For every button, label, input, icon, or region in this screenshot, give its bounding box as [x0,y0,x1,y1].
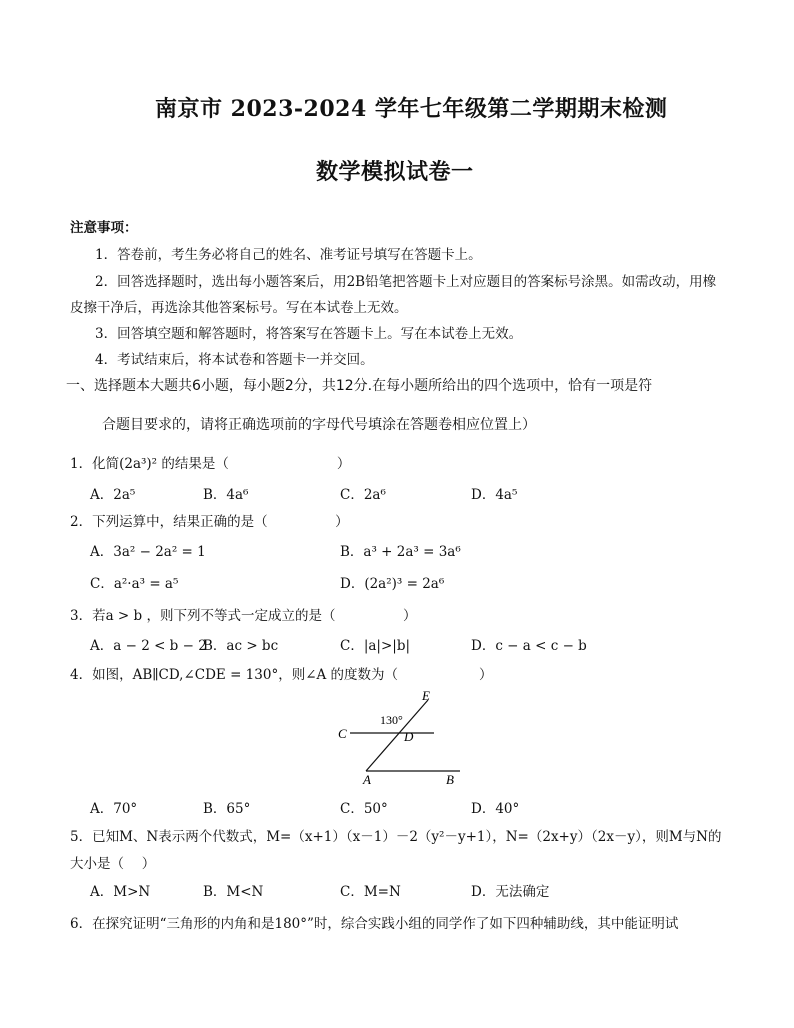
exam-title: 南京市 2023-2024 学年七年级第二学期期末检测 [155,96,668,122]
option-d: D．40° [471,801,520,817]
option-c: C．2a⁶ [340,487,386,503]
option-b: B．a³ + 2a³ = 3a⁶ [340,544,461,560]
option-d: D．c − a < c − b [471,638,587,654]
label-c: C [338,726,347,741]
question-stem: 5．已知M、N表示两个代数式，M=（x+1）（x－1）－2（y²－y+1），N=（2x+y）（2x－y），则M与N的 [70,829,722,845]
option-a: A．3a² − 2a² = 1 [90,544,206,560]
option-d: D．无法确定 [471,884,550,900]
question-stem: 3．若a > b ，则下列不等式一定成立的是（ ） [70,608,417,624]
geometry-figure [330,688,470,788]
question-stem: 1．化简(2a³)² 的结果是（ ） [70,456,351,472]
section-heading: 一、选择题本大题共6小题，每小题2分，共12分.在每小题所给出的四个选项中，恰有一项是符 [66,378,653,394]
option-b: B．65° [203,801,251,817]
notes-heading: 注意事项： [70,220,138,236]
question-stem: 6．在探究证明“三角形的内角和是180°”时，综合实践小组的同学作了如下四种辅助线，其中能证明试 [70,916,679,932]
option-b: B．4a⁶ [203,487,249,503]
note-item: 1．答卷前，考生务必将自己的姓名、准考证号填写在答题卡上。 [95,247,482,263]
option-a: A．2a⁵ [90,487,136,503]
option-c: C．|a|>|b| [340,638,411,654]
section-heading-cont: 合题目要求的，请将正确选项前的字母代号填涂在答题卷相应位置上） [102,417,536,433]
exam-subtitle: 数学模拟试卷一 [316,159,474,185]
option-d: D．(2a²)³ = 2a⁶ [340,576,445,592]
label-b: B [446,772,454,787]
label-a: A [363,772,371,787]
question-stem: 4．如图，AB∥CD,∠CDE = 130°，则∠A 的度数为（ ） [70,667,493,683]
label-angle: 130° [380,713,403,727]
question-stem: 2．下列运算中，结果正确的是（ ） [70,514,349,530]
label-e: E [422,688,430,703]
option-b: B．M<N [203,884,264,900]
note-item: 3．回答填空题和解答题时，将答案写在答题卡上。写在本试卷上无效。 [95,326,523,342]
label-d: D [404,729,414,744]
option-d: D．4a⁵ [471,487,518,503]
question-stem-cont: 大小是（ ） [70,856,156,872]
option-c: C．M=N [340,884,401,900]
option-a: A．M>N [90,884,151,900]
note-item: 4．考试结束后，将本试卷和答题卡一并交回。 [95,352,374,368]
option-c: C．50° [340,801,388,817]
option-b: B．ac > bc [203,638,279,654]
note-item: 2．回答选择题时，选出每小题答案后，用2B铅笔把答题卡上对应题目的答案标号涂黑。如需改动，用橡 [95,274,717,290]
line-ae [366,700,428,771]
note-item: 皮擦干净后，再选涂其他答案标号。写在本试卷上无效。 [70,300,408,316]
option-c: C．a²·a³ = a⁵ [90,576,179,592]
option-a: A．70° [90,801,138,817]
option-a: A．a − 2 < b − 2 [90,638,207,654]
